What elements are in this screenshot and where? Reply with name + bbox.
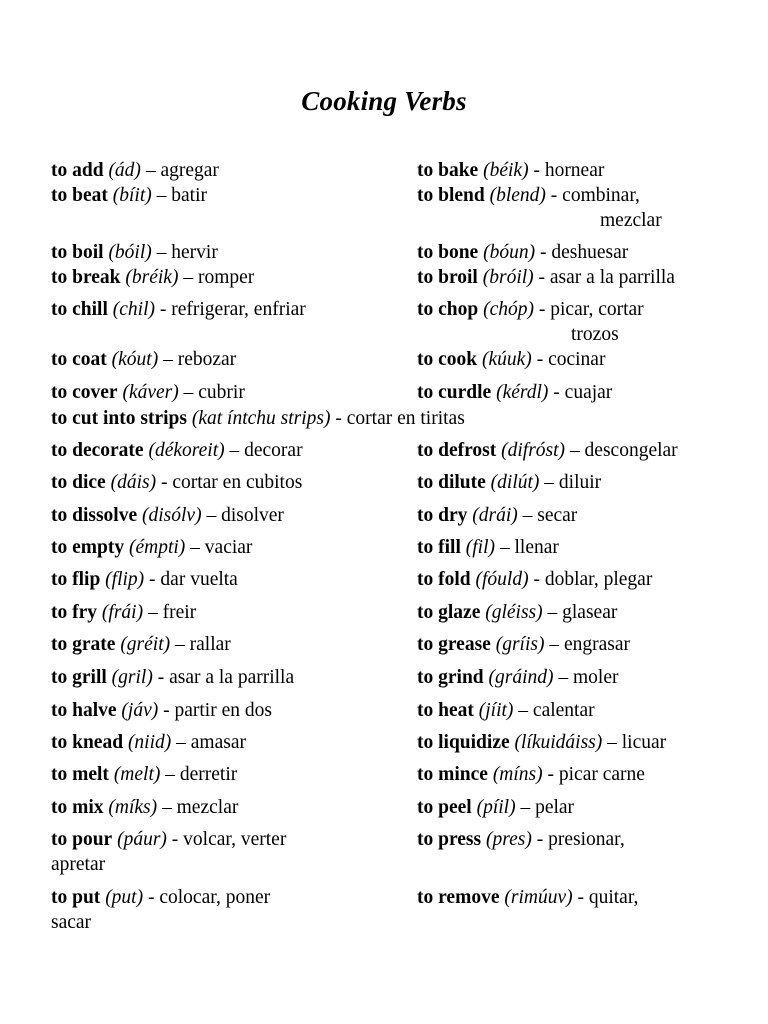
verb-term: to empty <box>51 537 125 558</box>
separator: - <box>330 408 347 429</box>
pronunciation: (bíit) <box>112 185 152 206</box>
vocab-entry <box>51 380 245 405</box>
translation: licuar <box>621 732 667 753</box>
pronunciation: (dékoreit) <box>148 440 225 461</box>
verb-term: to chop <box>417 299 479 320</box>
pronunciation: (pres) <box>485 829 532 850</box>
separator: – <box>143 602 163 623</box>
separator: – <box>171 732 191 753</box>
separator: - <box>531 349 549 370</box>
translation: hervir <box>171 242 218 263</box>
translation: dar vuelta <box>160 569 238 590</box>
verb-term: to glaze <box>417 602 481 623</box>
translation: mezclar <box>176 797 239 818</box>
vocab-entry <box>417 567 652 592</box>
verb-term: to grind <box>417 667 484 688</box>
translation: partir en dos <box>174 700 272 721</box>
pronunciation: (míks) <box>108 797 158 818</box>
vocab-entry <box>51 438 303 463</box>
translation: presionar, <box>548 829 625 850</box>
pronunciation: (bréik) <box>125 267 179 288</box>
pronunciation: (drái) <box>472 505 518 526</box>
separator: - <box>166 829 184 850</box>
separator: – <box>602 732 622 753</box>
vocab-entry <box>51 665 294 690</box>
separator: – <box>517 505 538 526</box>
pronunciation: (gléiss) <box>485 602 543 623</box>
pronunciation: (flip) <box>105 569 145 590</box>
verb-term: to dice <box>51 472 106 493</box>
vocab-entry <box>51 297 306 322</box>
vocab-entry <box>51 885 271 933</box>
pronunciation: (melt) <box>113 764 161 785</box>
pronunciation: (blend) <box>489 185 546 206</box>
separator: – <box>565 440 585 461</box>
verb-term: to chill <box>51 299 108 320</box>
translation: diluir <box>558 472 602 493</box>
pronunciation: (líkuidáiss) <box>514 732 603 753</box>
vocab-entry <box>51 698 272 723</box>
translation: rebozar <box>177 349 237 370</box>
separator: - <box>535 242 552 263</box>
pronunciation: (rimúuv) <box>504 887 573 908</box>
translation: refrigerar, enfriar <box>171 299 306 320</box>
verb-term: to grate <box>51 634 116 655</box>
translation: glasear <box>562 602 618 623</box>
verb-term: to mix <box>51 797 104 818</box>
pronunciation: (frái) <box>101 602 144 623</box>
vocab-entry <box>51 600 196 625</box>
separator: - <box>542 764 559 785</box>
verb-term: to bone <box>417 242 479 263</box>
page-title: Cooking Verbs <box>301 86 467 116</box>
pronunciation: (fóuld) <box>475 569 529 590</box>
pronunciation: (gril) <box>111 667 153 688</box>
pronunciation: (bróil) <box>482 267 534 288</box>
separator: - <box>528 160 545 181</box>
pronunciation: (kúuk) <box>482 349 532 370</box>
translation: combinar, <box>562 185 640 206</box>
verb-term: to curdle <box>417 382 492 403</box>
verb-term: to liquidize <box>417 732 510 753</box>
verb-term: to cover <box>51 382 118 403</box>
vocab-entry <box>51 240 218 265</box>
separator: - <box>144 569 161 590</box>
vocab-entry <box>51 503 284 528</box>
pronunciation: (gríis) <box>495 634 545 655</box>
separator: – <box>158 349 178 370</box>
translation-continuation: apretar <box>51 854 106 875</box>
verb-term: to put <box>51 887 101 908</box>
translation-continuation: sacar <box>51 912 92 933</box>
vocab-entry <box>417 183 662 231</box>
vocab-entry <box>417 347 605 372</box>
translation: quitar, <box>588 887 639 908</box>
vocab-entry <box>417 730 666 755</box>
vocab-entry <box>417 632 630 657</box>
vocab-entry <box>417 665 619 690</box>
pronunciation: (gráind) <box>488 667 554 688</box>
translation: hornear <box>544 160 605 181</box>
translation: colocar, poner <box>159 887 271 908</box>
pronunciation: (kat íntchu strips) <box>191 408 331 429</box>
separator: - <box>534 299 551 320</box>
separator: - <box>154 299 172 320</box>
translation: cortar en cubitos <box>172 472 303 493</box>
translation: cubrir <box>198 382 245 403</box>
vocab-entry <box>417 600 617 625</box>
pronunciation: (jáv) <box>121 700 159 721</box>
translation-continuation: trozos <box>571 324 619 345</box>
verb-term: to dilute <box>417 472 486 493</box>
verb-term: to beat <box>51 185 108 206</box>
verb-term: to halve <box>51 700 117 721</box>
vocab-entry <box>51 730 246 755</box>
translation: calentar <box>532 700 595 721</box>
translation: cuajar <box>564 382 613 403</box>
separator: – <box>544 634 564 655</box>
verb-term: to press <box>417 829 482 850</box>
translation: deshuesar <box>551 242 629 263</box>
separator: – <box>140 160 161 181</box>
verb-term: to fill <box>417 537 461 558</box>
verb-term: to peel <box>417 797 472 818</box>
vocab-entry <box>51 265 254 290</box>
pronunciation: (fil) <box>465 537 495 558</box>
verb-term: to grease <box>417 634 491 655</box>
pronunciation: (béik) <box>483 160 529 181</box>
verb-term: to broil <box>417 267 478 288</box>
separator: – <box>513 700 533 721</box>
separator: - <box>572 887 589 908</box>
separator: – <box>201 505 222 526</box>
verb-term: to mince <box>417 764 488 785</box>
separator: - <box>528 569 545 590</box>
separator: – <box>553 667 574 688</box>
separator: – <box>170 634 190 655</box>
translation: amasar <box>190 732 246 753</box>
verb-term: to cut into strips <box>51 408 187 429</box>
translation: freir <box>162 602 197 623</box>
pronunciation: (chóp) <box>483 299 534 320</box>
separator: - <box>143 887 160 908</box>
translation: vaciar <box>204 537 253 558</box>
vocab-entry <box>51 347 236 372</box>
verb-term: to break <box>51 267 121 288</box>
translation: rallar <box>189 634 231 655</box>
pronunciation: (dilút) <box>490 472 540 493</box>
verb-term: to dry <box>417 505 468 526</box>
verb-term: to melt <box>51 764 109 785</box>
vocab-entry <box>417 795 574 820</box>
separator: – <box>185 537 205 558</box>
pronunciation: (chil) <box>112 299 155 320</box>
translation: doblar, plegar <box>544 569 653 590</box>
vocab-entry <box>417 535 559 560</box>
verb-term: to defrost <box>417 440 497 461</box>
translation-continuation: mezclar <box>600 210 662 231</box>
vocab-entry <box>51 183 207 208</box>
translation: moler <box>573 667 619 688</box>
separator: – <box>542 602 563 623</box>
pronunciation: (páur) <box>117 829 167 850</box>
vocab-entry <box>51 158 219 183</box>
verb-term: to dissolve <box>51 505 138 526</box>
pronunciation: (kérdl) <box>496 382 549 403</box>
pronunciation: (kóut) <box>111 349 159 370</box>
translation: decorar <box>244 440 303 461</box>
separator: - <box>152 667 170 688</box>
vocab-entry <box>51 762 237 787</box>
separator: – <box>495 537 515 558</box>
vocab-entry <box>51 827 287 875</box>
vocab-entry <box>417 885 638 910</box>
vocab-entry <box>417 698 595 723</box>
verb-term: to heat <box>417 700 474 721</box>
verb-term: to add <box>51 160 104 181</box>
separator: - <box>545 185 563 206</box>
verb-term: to pour <box>51 829 113 850</box>
pronunciation: (put) <box>105 887 144 908</box>
pronunciation: (dáis) <box>110 472 157 493</box>
pronunciation: (disólv) <box>142 505 202 526</box>
separator: – <box>515 797 536 818</box>
verb-term: to grill <box>51 667 107 688</box>
pronunciation: (ád) <box>108 160 141 181</box>
vocab-entry <box>51 535 252 560</box>
translation: cocinar <box>548 349 606 370</box>
separator: - <box>533 267 550 288</box>
pronunciation: (píil) <box>476 797 516 818</box>
translation: batir <box>171 185 207 206</box>
pronunciation: (gréit) <box>120 634 171 655</box>
separator: – <box>178 267 198 288</box>
vocab-entry <box>417 827 625 852</box>
vocab-entry <box>51 632 231 657</box>
verb-term: to knead <box>51 732 124 753</box>
translation: llenar <box>514 537 559 558</box>
verb-term: to remove <box>417 887 500 908</box>
pronunciation: (míns) <box>492 764 543 785</box>
pronunciation: (jíit) <box>478 700 514 721</box>
pronunciation: (káver) <box>122 382 179 403</box>
verb-term: to coat <box>51 349 107 370</box>
vocab-entry <box>51 795 238 820</box>
vocab-entry <box>417 762 645 787</box>
vocab-entry <box>417 380 612 405</box>
verb-term: to fry <box>51 602 98 623</box>
translation: romper <box>197 267 255 288</box>
translation: descongelar <box>584 440 678 461</box>
separator: - <box>156 472 173 493</box>
pronunciation: (niid) <box>127 732 172 753</box>
separator: - <box>531 829 549 850</box>
vocab-entry <box>417 240 628 265</box>
separator: – <box>151 185 172 206</box>
translation: asar a la parrilla <box>549 267 675 288</box>
vocab-entry <box>417 265 675 290</box>
vocab-entry <box>417 503 577 528</box>
pronunciation: (bóun) <box>483 242 536 263</box>
separator: – <box>157 797 177 818</box>
verb-term: to flip <box>51 569 101 590</box>
translation: disolver <box>221 505 284 526</box>
verb-term: to bake <box>417 160 479 181</box>
vocab-entry <box>417 470 601 495</box>
verb-term: to decorate <box>51 440 144 461</box>
pronunciation: (bóil) <box>108 242 152 263</box>
verb-term: to boil <box>51 242 104 263</box>
verb-term: to fold <box>417 569 471 590</box>
vocab-entry <box>417 158 604 183</box>
translation: asar a la parrilla <box>169 667 295 688</box>
vocab-entry <box>51 470 302 495</box>
verb-term: to blend <box>417 185 485 206</box>
translation: agregar <box>160 160 219 181</box>
vocab-entry <box>51 406 465 431</box>
translation: secar <box>537 505 578 526</box>
vocab-entry <box>417 438 678 463</box>
translation: derretir <box>179 764 238 785</box>
verb-term: to cook <box>417 349 478 370</box>
separator: – <box>160 764 180 785</box>
separator: – <box>178 382 199 403</box>
translation: cortar en tiritas <box>346 408 465 429</box>
translation: volcar, verter <box>183 829 287 850</box>
separator: – <box>151 242 172 263</box>
translation: pelar <box>535 797 575 818</box>
separator: – <box>539 472 559 493</box>
separator: - <box>158 700 175 721</box>
separator: – <box>224 440 245 461</box>
translation: engrasar <box>563 634 630 655</box>
vocab-entry <box>417 297 644 345</box>
translation: picar carne <box>558 764 645 785</box>
translation: picar, cortar <box>550 299 644 320</box>
vocab-entry <box>51 567 238 592</box>
separator: - <box>548 382 565 403</box>
pronunciation: (émpti) <box>128 537 186 558</box>
pronunciation: (difróst) <box>501 440 566 461</box>
